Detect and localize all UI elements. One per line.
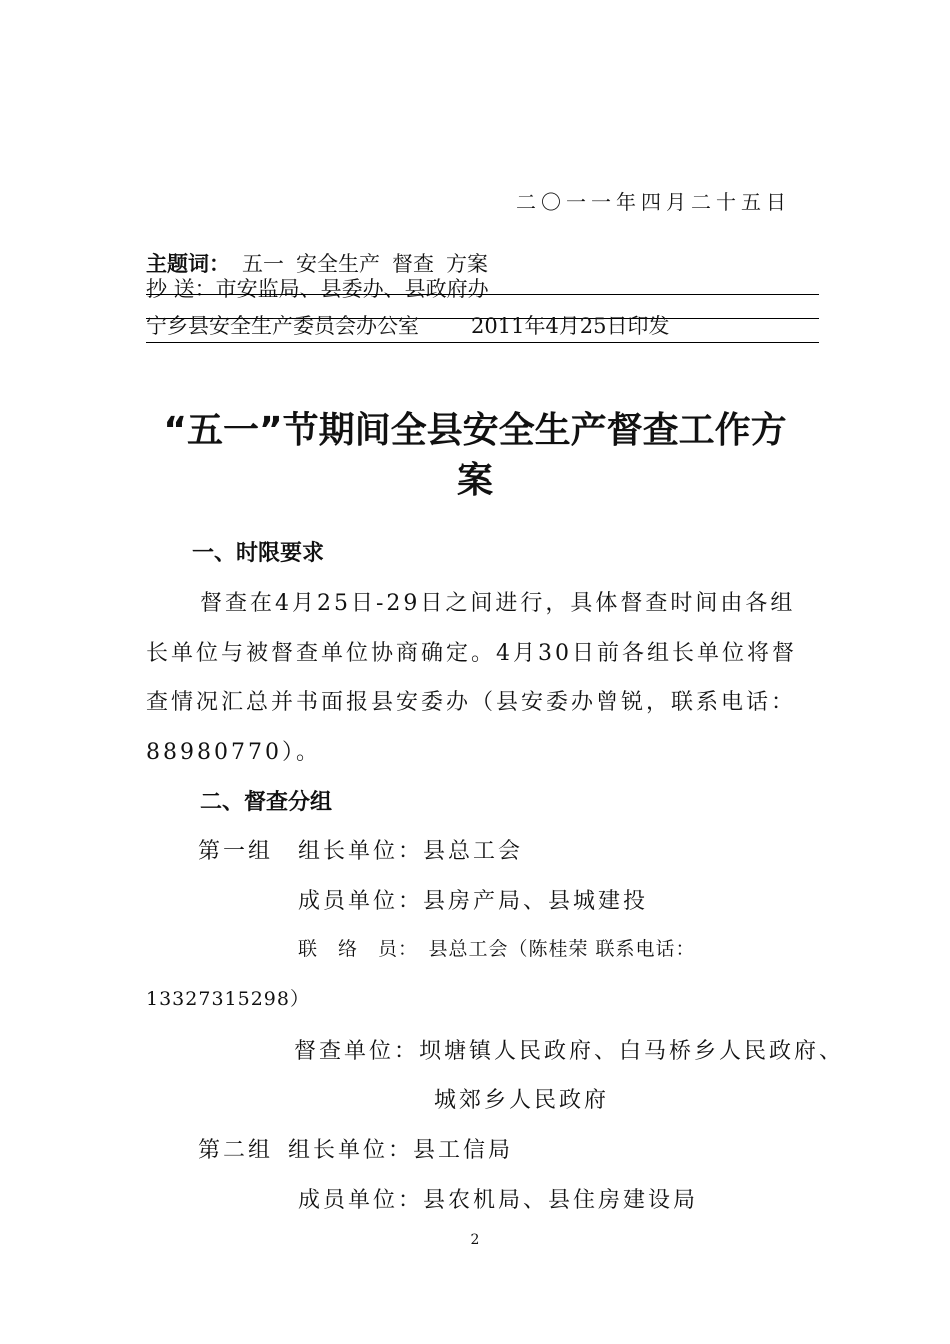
group-inspect-cont: 城郊乡人民政府 <box>434 1088 610 1113</box>
subject-word: 五一 <box>242 252 284 276</box>
group-members: 成员单位：县房产局、县城建投 <box>298 889 649 914</box>
page-number: 2 <box>470 1232 480 1248</box>
cc-line: 抄 送：市安监局、县委办、县政府办 <box>146 277 489 301</box>
group-name: 第二组 <box>198 1138 274 1163</box>
issuer-line <box>146 310 670 340</box>
group-liaison-phone: 13327315298） <box>146 988 310 1010</box>
body-line: 长单位与被督查单位协商确定。4月30日前各组长单位将督 <box>146 641 797 666</box>
issuer-name: 宁乡县安全生产委员会办公室 <box>146 314 419 338</box>
subject-word: 督查 <box>392 252 434 276</box>
body-line: 88980770）。 <box>146 740 321 765</box>
group-inspect: 督查单位：坝塘镇人民政府、白马桥乡人民政府、 <box>294 1039 845 1064</box>
divider <box>146 342 819 343</box>
divider <box>146 294 819 295</box>
document-title-line2: 案 <box>456 460 493 501</box>
body-line: 督查在4月25日-29日之间进行，具体督查时间由各组 <box>200 591 796 616</box>
subject-word: 安全生产 <box>296 252 380 276</box>
group-members: 成员单位：县农机局、县住房建设局 <box>298 1188 699 1213</box>
subject-word: 方案 <box>446 252 488 276</box>
print-date: 2011年4月25日印发 <box>471 314 670 338</box>
group-name: 第一组 <box>198 839 274 864</box>
section-heading: 一、时限要求 <box>192 541 325 566</box>
document-date: 二〇一一年四月二十五日 <box>516 190 791 214</box>
document-title-line1: “五一”节期间全县安全生产督查工作方 <box>163 410 787 451</box>
body-line: 查情况汇总并书面报县安委办（县安委办曾锐，联系电话： <box>146 690 797 715</box>
subject-label: 主题词： <box>146 251 230 276</box>
group-leader: 组长单位：县总工会 <box>298 839 524 864</box>
section-heading: 二、督查分组 <box>200 790 333 815</box>
group-liaison: 联 络 员： 县总工会（陈桂荣 联系电话： <box>298 938 696 960</box>
group-leader: 组长单位：县工信局 <box>288 1138 514 1163</box>
